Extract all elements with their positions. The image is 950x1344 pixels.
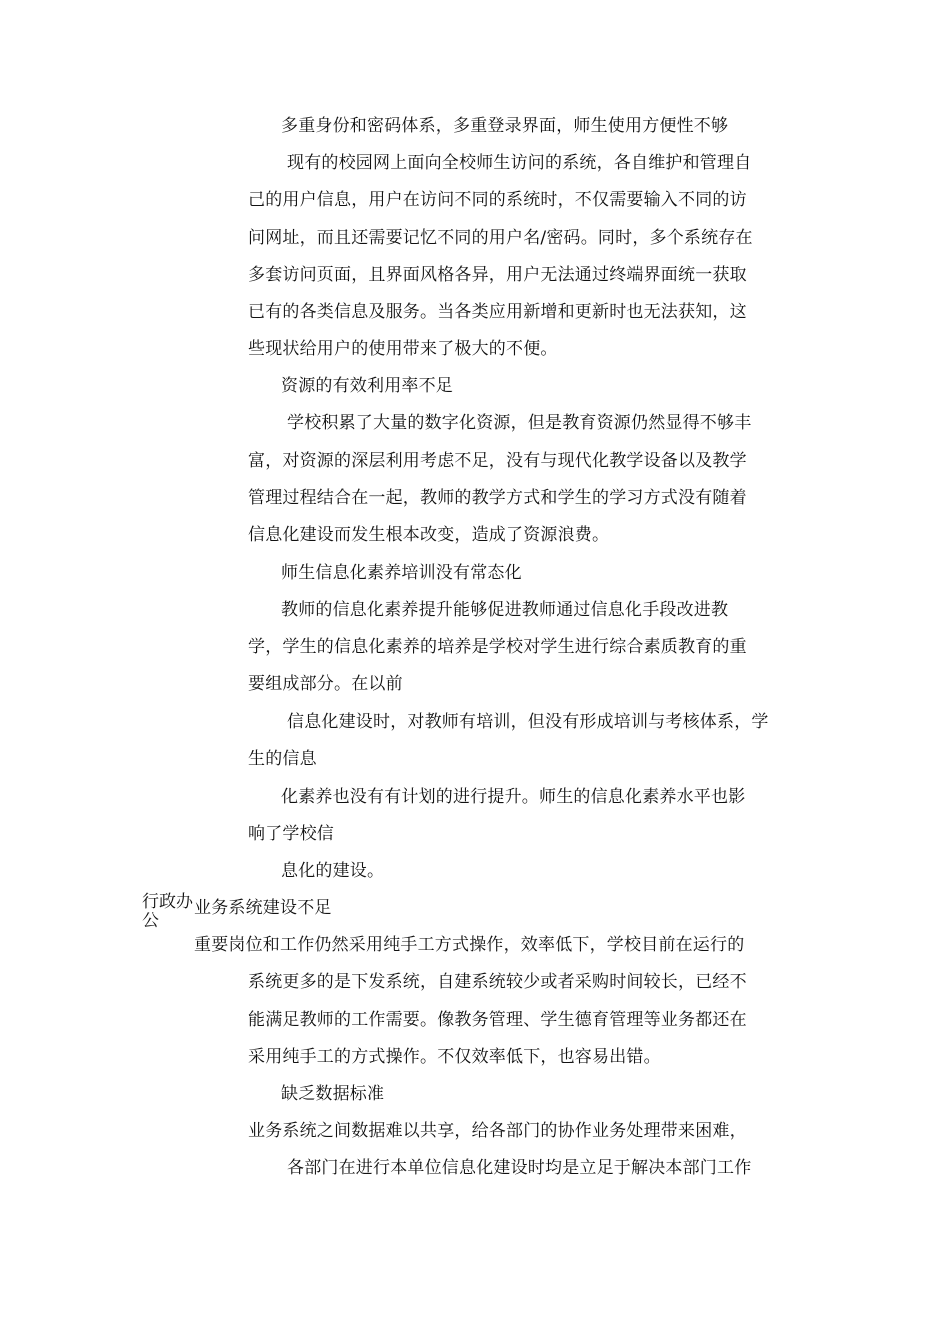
paragraph-line: 富，对资源的深层利用考虑不足，没有与现代化教学设备以及教学 [248,451,747,471]
paragraph-line: 已有的各类信息及服务。当各类应用新增和更新时也无法获知，这 [248,302,747,322]
margin-note: 行政办公 [142,892,193,931]
paragraph-line: 己的用户信息，用户在访问不同的系统时，不仅需要输入不同的访 [248,190,747,210]
paragraph-line: 要组成部分。在以前 [248,674,403,694]
heading-resource-utilization: 资源的有效利用率不足 [281,376,453,396]
heading-multi-identity: 多重身份和密码体系，多重登录界面，师生使用方便性不够 [281,116,729,136]
paragraph-line: 教师的信息化素养提升能够促进教师通过信息化手段改进教 [281,600,729,620]
paragraph-line: 问网址，而且还需要记忆不同的用户名/密码。同时，多个系统存在 [248,228,753,248]
paragraph-line: 学，学生的信息化素养的培养是学校对学生进行综合素质教育的重 [248,637,747,657]
paragraph-line: 信息化建设时，对教师有培训，但没有形成培训与考核体系，学 [287,712,769,732]
paragraph-line: 学校积累了大量的数字化资源，但是教育资源仍然显得不够丰 [287,413,752,433]
paragraph-line: 采用纯手工的方式操作。不仅效率低下，也容易出错。 [248,1047,661,1067]
paragraph-line: 管理过程结合在一起，教师的教学方式和学生的学习方式没有随着 [248,488,747,508]
paragraph-line: 现有的校园网上面向全校师生访问的系统，各自维护和管理自 [287,153,752,173]
paragraph-line: 些现状给用户的使用带来了极大的不便。 [248,339,558,359]
paragraph-line: 信息化建设而发生根本改变，造成了资源浪费。 [248,525,610,545]
heading-training: 师生信息化素养培训没有常态化 [281,563,522,583]
paragraph-line: 化素养也没有有计划的进行提升。师生的信息化素养水平也影 [281,787,746,807]
paragraph-line: 系统更多的是下发系统，自建系统较少或者采购时间较长，已经不 [248,972,747,992]
paragraph-line: 响了学校信 [248,824,334,844]
paragraph-line: 重要岗位和工作仍然采用纯手工方式操作，效率低下，学校目前在运行的 [194,935,745,955]
paragraph-line: 多套访问页面，且界面风格各异，用户无法通过终端界面统一获取 [248,265,747,285]
paragraph-line: 业务系统之间数据难以共享，给各部门的协作业务处理带来困难， [248,1121,747,1141]
paragraph-line: 生的信息 [248,749,317,769]
paragraph-line: 各部门在进行本单位信息化建设时均是立足于解决本部门工作 [287,1158,752,1178]
paragraph-line: 息化的建设。 [281,861,385,881]
heading-data-standards: 缺乏数据标准 [281,1084,385,1104]
heading-business-systems: 业务系统建设不足 [194,898,332,918]
paragraph-line: 能满足教师的工作需要。像教务管理、学生德育管理等业务都还在 [248,1010,747,1030]
